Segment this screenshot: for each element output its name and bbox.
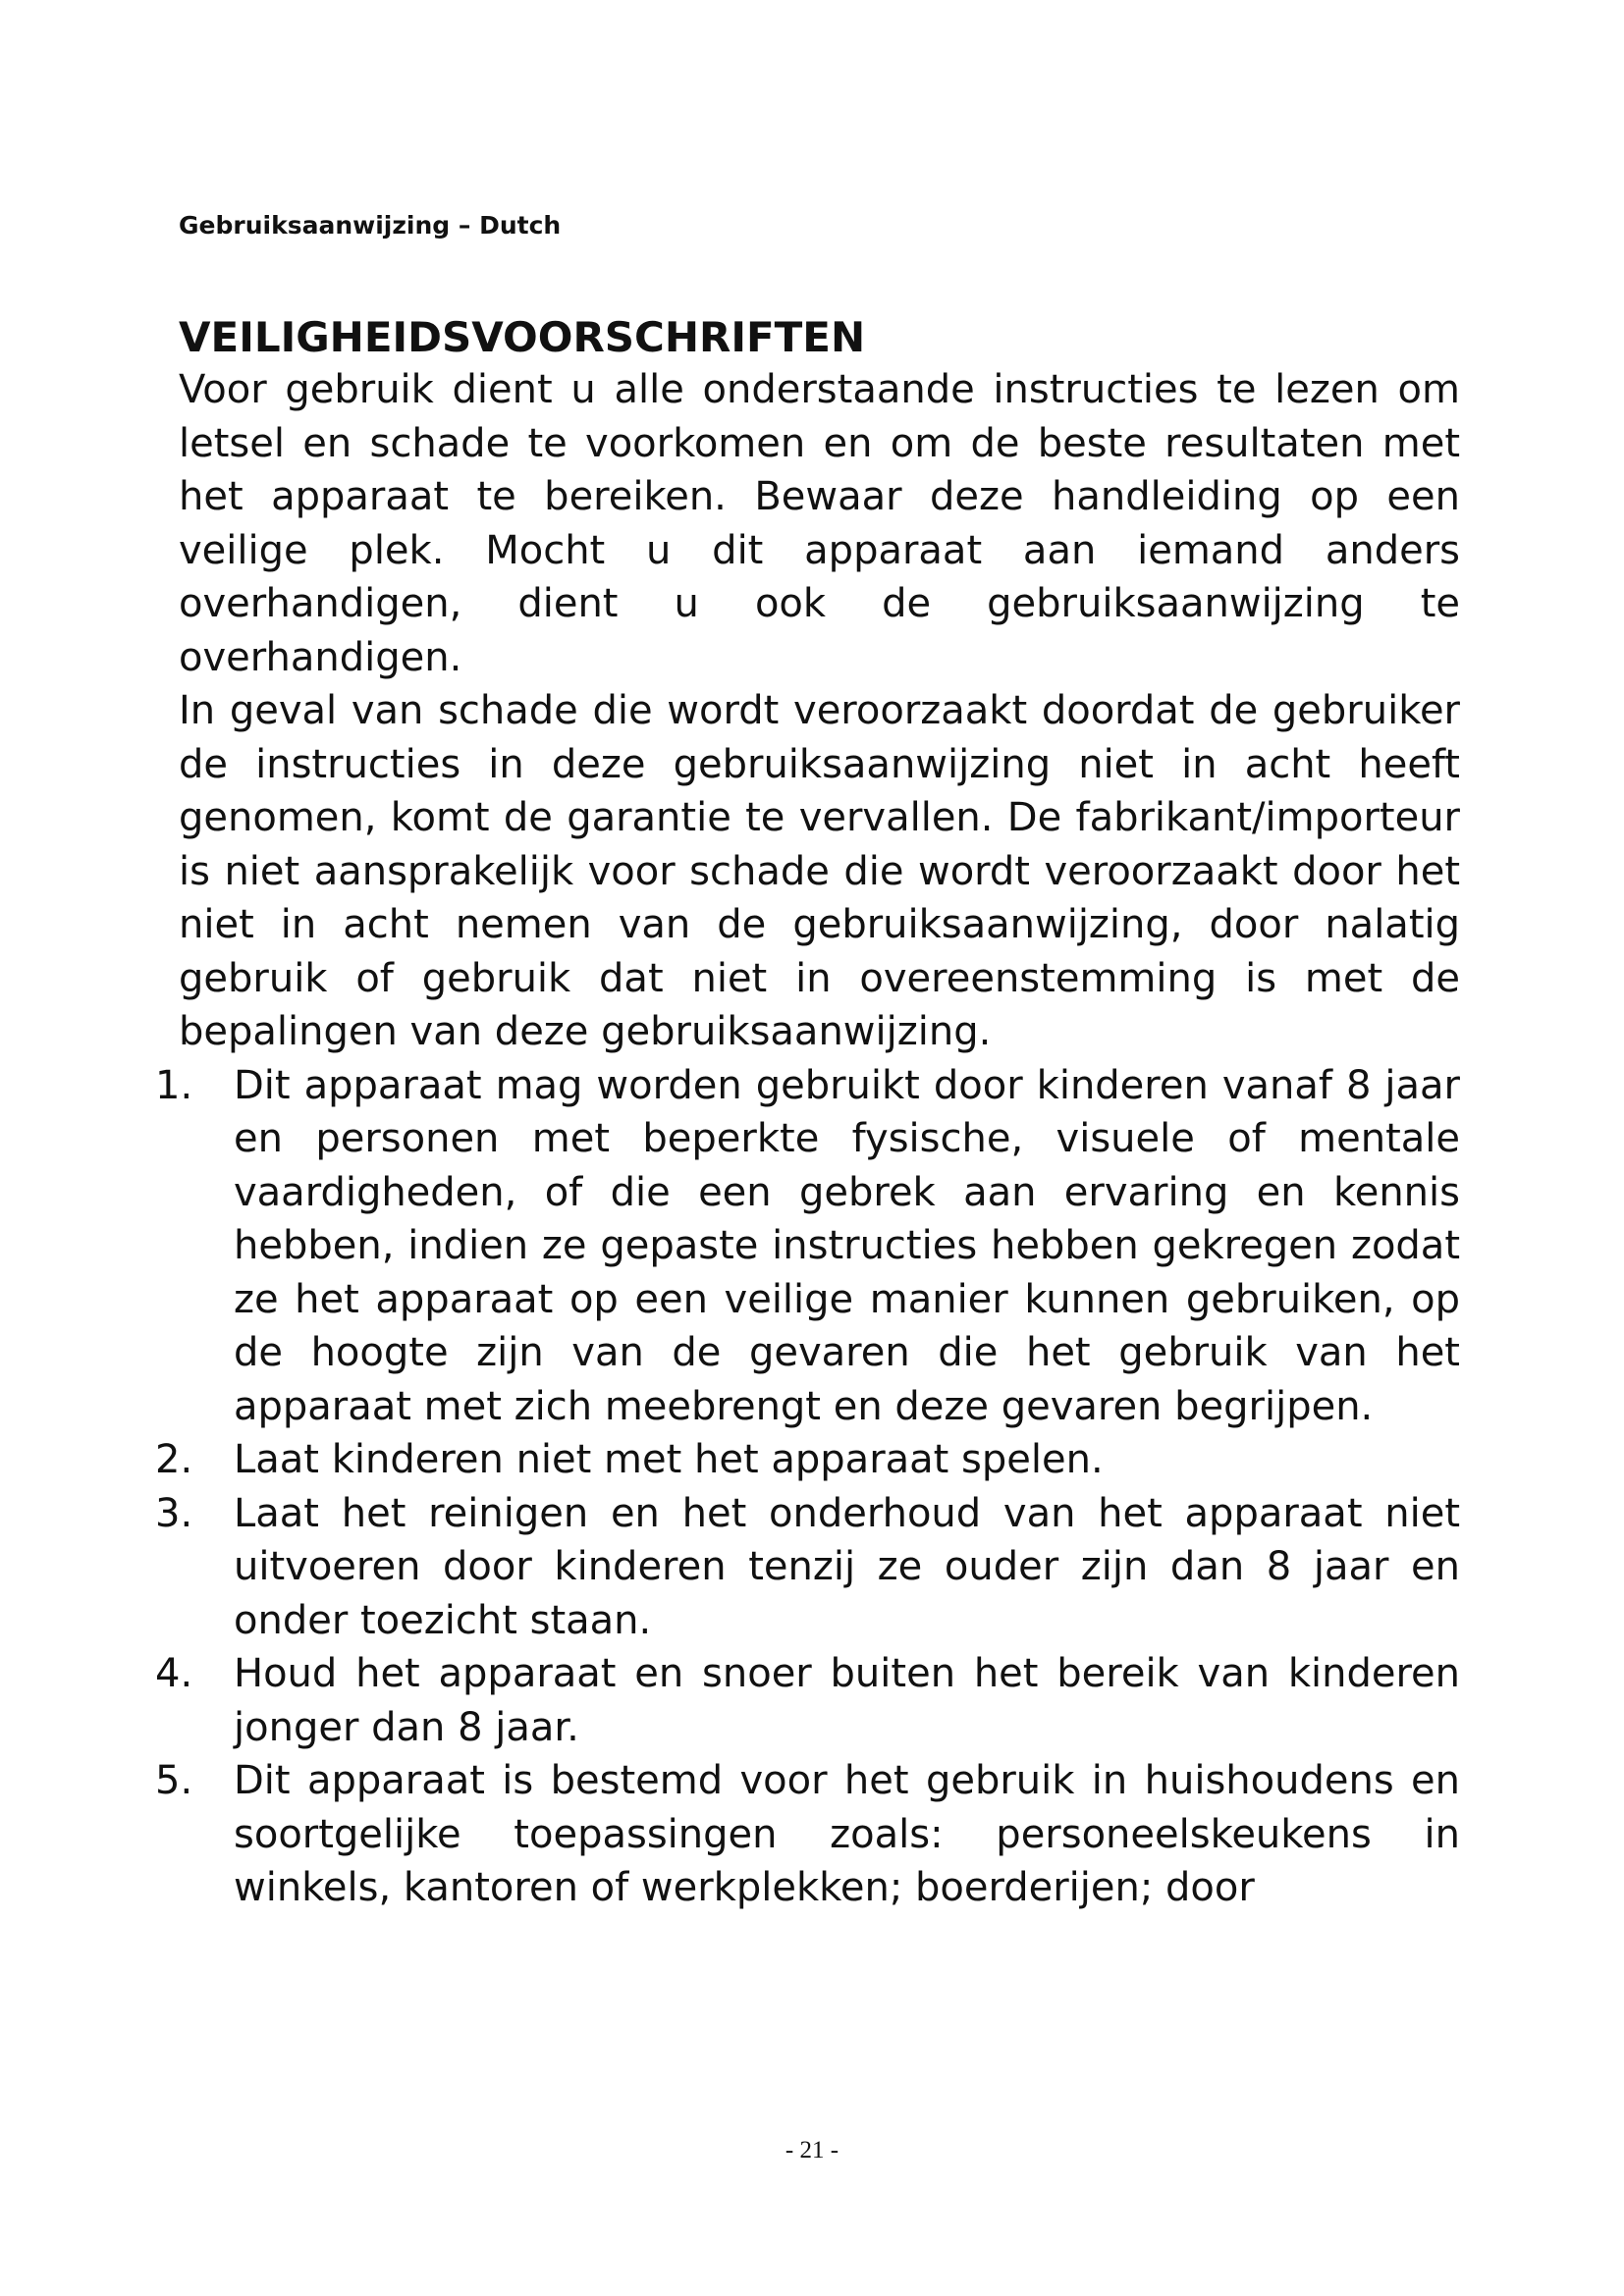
page-header: Gebruiksaanwijzing – Dutch (179, 211, 562, 240)
list-item (155, 1059, 1460, 1434)
page-number: - 21 - (785, 2137, 839, 2163)
page-content (155, 312, 1460, 1915)
intro-paragraph: Voor gebruik dient u alle onderstaande instructies te lezen om letsel en schade te voorkomen en om de beste resultaten met het apparaat te bereiken. Bewaar deze handleiding op een veilige plek. Mocht u dit apparaat aan iemand anders overhandigen, dient u ook de gebruiksaanwijzing te overhandigen. (179, 367, 1460, 680)
list-item-text: Houd het apparaat en snoer buiten het bereik van kinderen jonger dan 8 jaar. (234, 1651, 1460, 1750)
list-item-text: Dit apparaat is bestemd voor het gebruik in huishoudens en soortgelijke toepassingen zoals: personeelskeukens in winkels, kantoren of werkplekken; boerderijen; door (234, 1758, 1460, 1910)
list-item-number: 5. (155, 1758, 193, 1803)
list-item-number: 4. (155, 1651, 193, 1696)
list-item-number: 2. (155, 1437, 193, 1482)
list-item-text: Laat het reinigen en het onderhoud van het apparaat niet uitvoeren door kinderen tenzij ze ouder zijn dan 8 jaar en onder toezicht staan. (234, 1490, 1460, 1643)
list-item (155, 1433, 1460, 1487)
list-item (155, 1647, 1460, 1754)
list-item (155, 1487, 1460, 1648)
list-item (155, 1754, 1460, 1915)
list-item-number: 1. (155, 1062, 193, 1108)
section-title: VEILIGHEIDSVOORSCHRIFTEN (179, 313, 866, 361)
list-item-text: Dit apparaat mag worden gebruikt door kinderen vanaf 8 jaar en personen met beperkte fysische, visuele of mentale vaardigheden, of die een gebrek aan ervaring en kennis hebben, indien ze gepaste instructies hebben gekregen zodat ze het apparaat op een veilige manier kunnen gebruiken, op de hoogte zijn van de gevaren die het gebruik van het apparaat met zich meebrengt en deze gevaren begrijpen. (234, 1062, 1460, 1429)
list-item-text: Laat kinderen niet met het apparaat spelen. (234, 1437, 1104, 1482)
safety-instructions-list (155, 1059, 1460, 1915)
warranty-paragraph: In geval van schade die wordt veroorzaakt doordat de gebruiker de instructies in deze gebruiksaanwijzing niet in acht heeft genomen, komt de garantie te vervallen. De fabrikant/importeur is niet aansprakelijk voor schade die wordt veroorzaakt door het niet in acht nemen van de gebruiksaanwijzing, door nalatig gebruik of gebruik dat niet in overeenstemming is met de bepalingen van deze gebruiksaanwijzing. (179, 688, 1460, 1054)
list-item-number: 3. (155, 1490, 193, 1536)
